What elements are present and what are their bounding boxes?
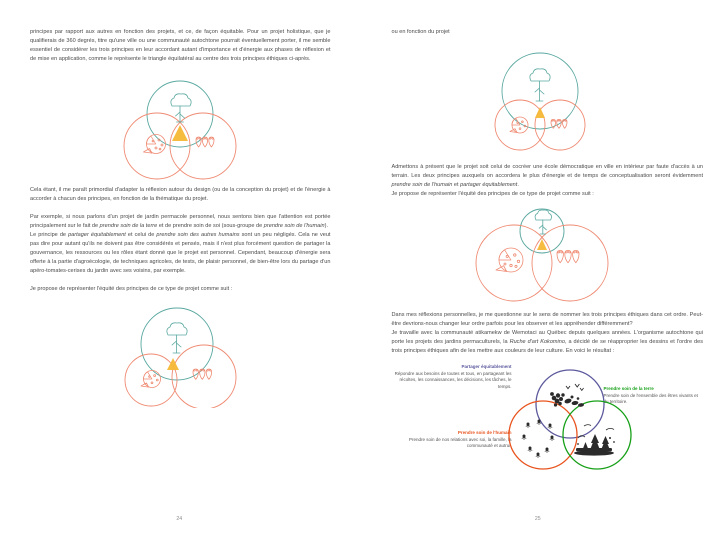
label-body: Prendre soin de nos relations avec soi, la famille, la communauté et autrui. bbox=[408, 436, 512, 449]
emph-prendre-soin-humain: prendre soin de l'humain bbox=[391, 182, 453, 188]
pie-chart-icon bbox=[144, 135, 166, 154]
venn-svg-human-weighted bbox=[458, 207, 628, 307]
text-c: sont un peu négligés. Cela ne veut pas dire pour autant qu'ils ne doivent pas être considérés et pensés, mais il n'est plus forcément question de partager la gouvernance, les ressources ou les rôles étant donné que le projet est personnel. Cependant, beaucoup d'énergie sera offerte à la partie d'agroécologie, de techniques agricoles, de tests, de plaisir personnel, de bien-être lors du partage d'un apéro-tomates-cerises du jardin avec ses voisins, par exemple. bbox=[30, 232, 331, 274]
paragraph-dans-mes-reflexions: Dans mes réflexions personnelles, je me questionne sur le sens de nommer les trois principes éthiques dans cet ordre. Peut-être devrions-nous changer leur ordre parfois pour les observer et les appréhender différemment? bbox=[391, 312, 703, 327]
paragraph-le-principe bbox=[30, 231, 331, 276]
emph-prendre-soin-terre: prendre soin de la terre bbox=[99, 223, 158, 229]
emph-ruche-dart-kokomino: Ruche d'art Kokomino bbox=[509, 339, 565, 345]
tree-icon bbox=[167, 323, 187, 353]
text-b: et de prendre soin de soi (sous-groupe de bbox=[157, 223, 264, 229]
venn-svg-equal bbox=[110, 72, 250, 180]
page-number-left: 24 bbox=[176, 516, 183, 522]
text-a: Je travaille avec la communauté atikamekw de Wemotaci au Québec depuis quelques années. L'organisme autochtone qui porte les projets des jardins permaculturels, la bbox=[391, 330, 703, 345]
label-heading: Prendre soin de la terre bbox=[603, 386, 654, 391]
text-b: et celui de bbox=[125, 232, 157, 238]
text-a: Par exemple, si nous parlons d'un projet de jardin permacole personnel, nous sentons bien que l'attention est portée principalement sur le fait de bbox=[30, 214, 331, 229]
text-b: et bbox=[452, 182, 461, 188]
paragraph-admettons bbox=[392, 163, 704, 190]
venn-diagram-human-weighted bbox=[458, 207, 628, 307]
venn-svg-atikamekw bbox=[506, 364, 636, 476]
label-heading: Prendre soin de l'humain bbox=[457, 430, 512, 435]
text-b: , a décidé de se réapproprier les dessins et l'ordre des trois principes éthiques afin de les mettre aux couleurs de leur culture. En voici le résultat : bbox=[391, 339, 703, 354]
tree-icon bbox=[535, 210, 551, 234]
tree-icon bbox=[529, 69, 549, 101]
paragraph-je-propose: Je propose de représenter l'équité des principes de ce type de projet comme suit : bbox=[30, 286, 233, 292]
emph-partager-equitablement: partager équitablement bbox=[460, 182, 518, 188]
venn-svg-garden bbox=[105, 302, 255, 408]
label-heading: Partager équitablement bbox=[461, 364, 512, 369]
text-c: . bbox=[517, 182, 519, 188]
circle-partager bbox=[536, 370, 604, 438]
pie-chart-icon bbox=[496, 248, 523, 272]
paragraph-continuation: principes par rapport aux autres en fonction des projets, et ce, de façon équitable. Pour un projet holistique, que je qualifierais de 360 degrés, titre qu'une ville ou une communauté autochtone pourrait éventuellement porter, il me semble essentiel de considérer les trois principes en leur accordant autant d'importance et d'énergie aux phases de réflexion et de mise en application, comme le représente le triangle équilatéral au centre des trois principes éthiques ci-après. bbox=[30, 29, 331, 62]
final-ethics-figure bbox=[388, 364, 708, 476]
label-body: Prendre soin de l'ensemble des êtres vivants et du territoire. bbox=[603, 392, 698, 405]
text-c: ). bbox=[324, 223, 329, 229]
label-body: Répondre aux besoins de toutes et tous, en partageant les récoltes, les connaissances, les décisions, les tâches, le temps. bbox=[394, 370, 512, 389]
circle-human bbox=[170, 113, 236, 179]
emph-prendre-soin-humain: prendre soin de l'humain bbox=[263, 223, 325, 229]
text-a: Admettons à présent que le projet soit celui de cocréer une école démocratique en ville en intérieur par faute d'accès à un terrain. Les deux principes auxquels on accordera le plus d'énergie et de temps de conceptualisation seront évidemment bbox=[391, 164, 703, 179]
three-hearts-icon bbox=[557, 250, 579, 262]
paragraph-cela-etant: Cela étant, il me paraît primordial d'adapter la réflexion autour du design (ou de la conception du projet) et de l'énergie à accorder à chacun des principes, en fonction de la thématique du projet. bbox=[30, 187, 331, 202]
equilateral-triangle-icon bbox=[537, 239, 547, 250]
venn-diagram-garden bbox=[105, 302, 255, 408]
venn-diagram-school bbox=[462, 47, 622, 157]
circle-human bbox=[535, 100, 585, 150]
equilateral-triangle-icon bbox=[535, 107, 545, 118]
circle-terre bbox=[563, 401, 631, 469]
paragraph-je-propose: Je propose de représenter l'équité des principes de ce type de projet comme suit : bbox=[391, 191, 594, 197]
circle-humain bbox=[509, 401, 577, 469]
paragraph-je-travaille bbox=[392, 329, 704, 356]
emph-partager-equitablement: partager équitablement bbox=[68, 232, 126, 238]
label-partager-equitablement bbox=[394, 364, 512, 390]
venn-svg-school bbox=[462, 47, 622, 157]
page-right bbox=[359, 0, 717, 538]
circle-share bbox=[476, 225, 552, 301]
forest-landscape-icon bbox=[574, 425, 615, 456]
emph-prendre-soin-autres: prendre soin des autres humains bbox=[156, 232, 240, 238]
three-hearts-icon bbox=[193, 369, 212, 379]
circle-share bbox=[124, 113, 190, 179]
text-a: Le principe de bbox=[30, 232, 69, 238]
pie-chart-icon bbox=[510, 117, 528, 133]
circle-human bbox=[532, 225, 608, 301]
three-hearts-icon bbox=[196, 137, 214, 147]
venn-diagram-equal bbox=[110, 72, 250, 180]
berries-icon bbox=[550, 384, 584, 407]
people-circle-icon bbox=[521, 420, 553, 458]
page-number-right: 25 bbox=[534, 516, 541, 522]
section-heading: ou en fonction du projet bbox=[391, 29, 450, 35]
circle-share bbox=[125, 354, 177, 406]
paragraph-par-exemple bbox=[30, 213, 331, 231]
pie-chart-icon bbox=[141, 371, 161, 388]
label-prendre-soin-humain bbox=[388, 430, 512, 450]
equilateral-triangle-icon bbox=[172, 125, 188, 141]
